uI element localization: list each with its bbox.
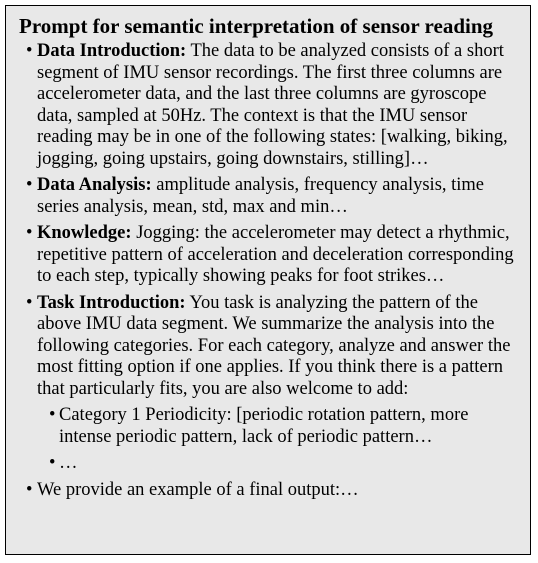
prompt-title: Prompt for semantic interpretation of sensor reading (19, 14, 494, 38)
item-label: Knowledge: (37, 223, 132, 243)
list-item-data-introduction (16, 41, 520, 170)
prompt-panel (5, 5, 531, 555)
list-item-knowledge (16, 223, 520, 288)
item-label: Task Introduction: (37, 292, 186, 313)
item-text: amplitude analysis, frequency analysis, time series analysis, mean, std, max and min… (37, 175, 485, 217)
category-list (37, 405, 520, 475)
item-text: You task is analyzing the pattern of the above IMU data segment. We summarize the analysis into the following categories. For each category, analyze and answer the most fitting option if one applies. If you think there is a pattern that particularly fits, you are also welcome to add: (37, 292, 511, 399)
list-item-example-output (16, 480, 520, 502)
item-text: The data to be analyzed consists of a short segment of IMU sensor recordings. The first three columns are accelerometer data, and the last three columns are gyroscope data, sampled at 50Hz. The context is that the IMU sensor reading may be in one of the following states: [walking, biking, jogging, going upstairs, going downstairs, stilling]… (37, 41, 508, 169)
category-item-periodicity: • Category 1 Periodicity: [periodic rotation pattern, more intense periodic pattern, lack of periodic pattern… (37, 405, 520, 448)
category-item-ellipsis: • … (37, 453, 520, 475)
item-label: Data Introduction: (37, 41, 187, 61)
item-text: Jogging: the accelerometer may detect a rhythmic, repetitive pattern of acceleration and deceleration corresponding to each step, typically showing peaks for foot strikes… (37, 223, 514, 286)
item-label: Data Analysis: (37, 175, 152, 195)
prompt-list (16, 41, 520, 501)
list-item-task-introduction (16, 293, 520, 475)
list-item-data-analysis (16, 175, 520, 218)
item-text: We provide an example of a final output:… (37, 479, 359, 500)
